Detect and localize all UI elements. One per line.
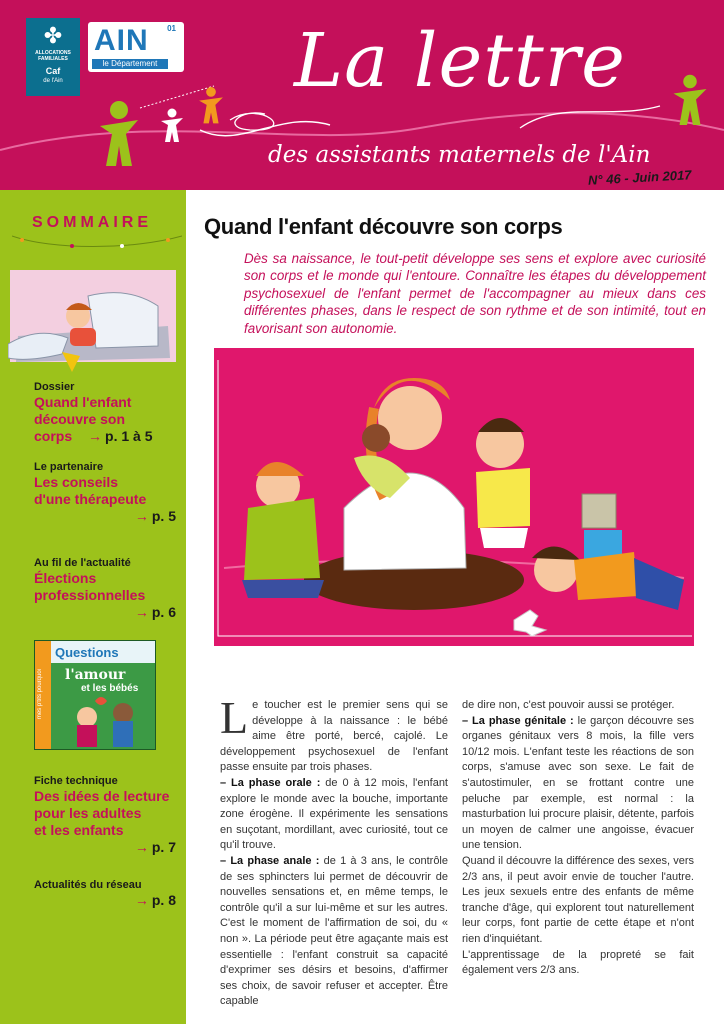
- arrow-right-icon: →: [134, 892, 149, 908]
- arrow-right-icon: →: [134, 508, 149, 524]
- ain-logo-number: 01: [167, 24, 176, 33]
- toc-title-line: Les conseils: [34, 474, 119, 490]
- sommaire-title: SOMMAIRE: [32, 214, 152, 231]
- article-paragraph: [220, 776, 448, 854]
- caf-logo-line3: de l'Ain: [43, 78, 63, 84]
- caf-logo-line2: Caf: [45, 66, 61, 76]
- paragraph-text: e toucher est le premier sens qui se développe à la naissance : le bébé aime être porté, bercé, cajolé. Le développement psychosexuel de l'enfant passe ensuite par trois phases.: [220, 699, 448, 774]
- toc-entry-fiche-technique[interactable]: [34, 774, 184, 855]
- toc-entry-partenaire[interactable]: [34, 460, 184, 524]
- caf-logo: [26, 18, 80, 96]
- paragraph-text: le garçon découvre ses organes génitaux vers 8 mois, la fille vers 10/12 mois. L'enfant teste les réactions de son corps, s'amuse avec son sexe. Le fait de s'autostimuler, en se frottant contre une peluche par exemple, est normal : la masturbation lui procure plaisir, détente, parfois un moyen de calmer une angoisse, évacuer une tension.: [462, 714, 694, 852]
- ain-logo-word: AIN: [94, 24, 149, 57]
- orange-figure-icon: [198, 86, 224, 126]
- toc-entry-actualite[interactable]: [34, 556, 184, 620]
- phase-label: – La phase orale :: [220, 776, 321, 789]
- book-title-sub: et les bébés: [81, 683, 139, 694]
- toc-title-line: d'une thérapeute: [34, 491, 147, 507]
- hero-illustration: [214, 348, 694, 646]
- caf-family-icon: ✤: [43, 23, 63, 48]
- phase-label: – La phase anale :: [220, 854, 320, 867]
- article-column-1: [220, 692, 448, 1010]
- article-column-2: [462, 698, 694, 979]
- toc-entry-dossier[interactable]: [34, 380, 184, 445]
- toc-category: Actualités du réseau: [34, 879, 142, 891]
- arrow-right-icon: →: [88, 428, 103, 444]
- family-illustration: [214, 348, 694, 646]
- ain-departement-logo: [88, 22, 184, 72]
- toc-category: Au fil de l'actualité: [34, 557, 131, 569]
- toc-page: p. 7: [151, 839, 176, 855]
- toc-page: p. 5: [151, 508, 176, 524]
- toc-page: p. 6: [151, 604, 176, 620]
- article-headline: Quand l'enfant découvre son corps: [204, 214, 563, 239]
- arrow-right-icon: →: [134, 839, 149, 855]
- caf-logo-line1: ALLOCATIONS FAMILIALES: [35, 50, 71, 62]
- article-lead: Dès sa naissance, le tout-petit développe ses sens et explore avec curiosité son corps et le monde qui l'entoure. Connaître les étapes du développement psychosexuel de l'enfant permet de l'accompagner au mieux dans ces différentes phases, dans le respect de son rythme et de son intimité, tout en favorisant son autonomie.: [244, 251, 706, 336]
- ain-logo-subtitle: le Département: [92, 59, 168, 69]
- article-paragraph: Quand il découvre la différence des sexes, vers 2/3 ans, il peut avoir envie de toucher l'autre. Les jeux sexuels entre des enfants de même tranche d'âge, qui explorent tout naturellement leur corps, font partie de cette étape et n'ont rien d'inquiétant.: [462, 854, 694, 945]
- toc-title-line: Quand l'enfant: [34, 394, 132, 410]
- child-bed-illustration: [8, 266, 178, 376]
- toc-title-line: corps: [34, 428, 73, 444]
- toc-title-line: et les enfants: [34, 822, 124, 838]
- publication-title: La lettre: [294, 18, 626, 104]
- book-series: mes p'tits pourquoi: [37, 669, 43, 720]
- arrow-right-icon: →: [134, 604, 149, 620]
- book-cover-thumbnail: [34, 640, 156, 750]
- toc-page: p. 8: [151, 892, 176, 908]
- article-paragraph: L'apprentissage de la propreté se fait également vers 2/3 ans.: [462, 948, 694, 977]
- toc-category: Le partenaire: [34, 461, 104, 473]
- article-paragraph: [220, 854, 448, 1010]
- toc-title-line: découvre son: [34, 411, 126, 427]
- toc-category: Fiche technique: [34, 775, 118, 787]
- phase-label: – La phase génitale :: [462, 714, 574, 727]
- paragraph-text: de 0 à 12 mois, l'enfant explore le monde avec la bouche, importante zone érogène. Il expérimente les sensations en suçotant, mordillant, avec curiosité, tout ce qu'il trouve.: [220, 776, 448, 852]
- article-paragraph: de dire non, c'est pouvoir aussi se protéger.: [462, 699, 675, 711]
- toc-title-line: Élections: [34, 570, 97, 586]
- book-title: l'amour: [65, 667, 126, 683]
- article-paragraph: [220, 692, 448, 776]
- book-brand: Questions: [55, 645, 119, 660]
- green-figure-icon: [96, 100, 142, 170]
- toc-entry-reseau[interactable]: [34, 878, 184, 908]
- toc-title-line: pour les adultes: [34, 805, 142, 821]
- publication-subtitle: des assistants maternels de l'Ain: [268, 142, 651, 168]
- toc-category: Dossier: [34, 381, 75, 393]
- masthead: [0, 0, 724, 190]
- toc-title-line: professionnelles: [34, 587, 146, 603]
- dropcap: L: [220, 692, 249, 743]
- white-figure-icon: [160, 108, 184, 144]
- article-paragraph: [462, 714, 694, 854]
- issue-number: N° 46 - Juin 2017: [587, 167, 692, 188]
- sommaire-sidebar: [0, 190, 186, 1024]
- garland-decoration: [12, 232, 182, 262]
- paragraph-text: de 1 à 3 ans, le contrôle de ses sphincters lui permet de découvrir de nouvelles sensations et, en même temps, le contrôle qu'il a sur lui-même et sur les autres. C'est le moment de l'affirmation de soi, du « non ». La période peut être agaçante mais est essentielle : l'enfant construit sa capacité d'exprimer ses désirs et besoins, d'affirmer ses choix, de savoir refuser et accepter. Être capable: [220, 854, 448, 1008]
- toc-title-line: Des idées de lecture: [34, 788, 170, 804]
- toc-page: p. 1 à 5: [105, 428, 153, 444]
- green-figure-right-icon: [672, 74, 708, 128]
